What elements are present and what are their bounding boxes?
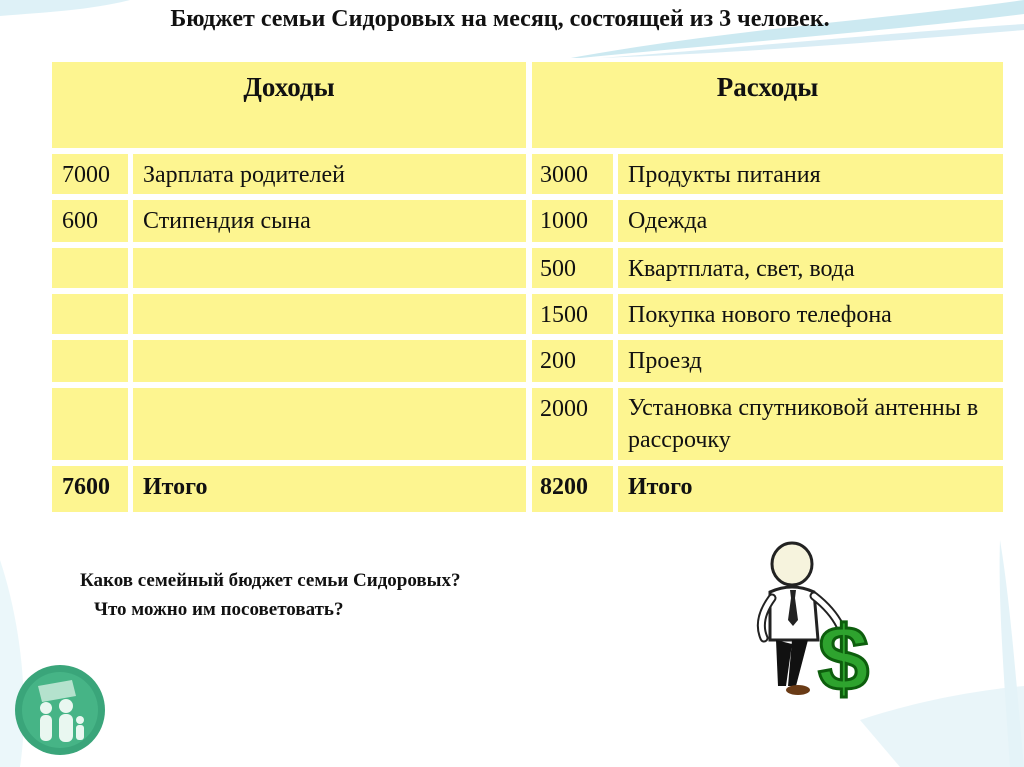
expense-label: Продукты питания <box>618 154 1003 194</box>
question-line-1: Каков семейный бюджет семьи Сидоровых? <box>80 570 461 591</box>
svg-text:$: $ <box>818 608 870 700</box>
income-amount <box>52 340 128 382</box>
expense-label: Установка спутниковой антенны в рассрочку <box>618 388 1003 460</box>
income-label: Стипендия сына <box>133 200 526 242</box>
income-label: Зарплата родителей <box>133 154 526 194</box>
income-header: Доходы <box>52 62 526 148</box>
expense-amount: 1500 <box>532 294 613 334</box>
expense-amount: 500 <box>532 248 613 288</box>
expense-label: Одежда <box>618 200 1003 242</box>
expense-amount: 2000 <box>532 388 613 460</box>
expense-label: Покупка нового телефона <box>618 294 1003 334</box>
question-line-2: Что можно им посоветовать? <box>94 599 344 620</box>
page-title: Бюджет семьи Сидоровых на месяц, состоящей из 3 человек. <box>170 6 830 32</box>
income-amount: 7000 <box>52 154 128 194</box>
income-label <box>133 388 526 460</box>
expense-amount: 1000 <box>532 200 613 242</box>
man-with-dollar-icon <box>748 540 880 700</box>
income-total-amount: 7600 <box>52 466 128 512</box>
income-amount <box>52 388 128 460</box>
expense-total-label: Итого <box>618 466 1003 512</box>
expense-total-amount: 8200 <box>532 466 613 512</box>
income-total-label: Итого <box>133 466 526 512</box>
expense-label: Квартплата, свет, вода <box>618 248 1003 288</box>
income-amount <box>52 294 128 334</box>
income-label <box>133 294 526 334</box>
family-logo-icon <box>14 664 106 756</box>
income-amount <box>52 248 128 288</box>
expense-header: Расходы <box>532 62 1003 148</box>
income-label <box>133 248 526 288</box>
question-block <box>80 566 461 624</box>
expense-amount: 200 <box>532 340 613 382</box>
expense-label: Проезд <box>618 340 1003 382</box>
income-label <box>133 340 526 382</box>
income-amount: 600 <box>52 200 128 242</box>
expense-amount: 3000 <box>532 154 613 194</box>
